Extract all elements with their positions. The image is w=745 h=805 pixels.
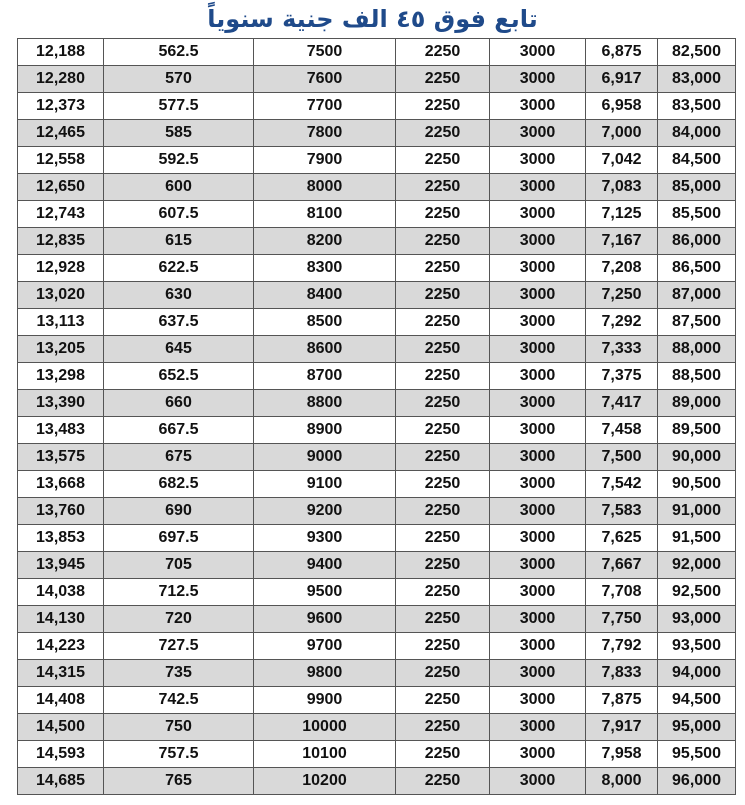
- table-row: [18, 363, 736, 390]
- data-table: [17, 38, 736, 795]
- table-cell: 570: [104, 66, 254, 93]
- table-row: [18, 444, 736, 471]
- table-cell: 13,575: [18, 444, 104, 471]
- table-cell: 3000: [490, 66, 586, 93]
- table-cell: 12,743: [18, 201, 104, 228]
- table-cell: 645: [104, 336, 254, 363]
- table-cell: 96,000: [658, 768, 736, 795]
- table-cell: 2250: [396, 255, 490, 282]
- table-cell: 697.5: [104, 525, 254, 552]
- table-cell: 2250: [396, 228, 490, 255]
- table-cell: 3000: [490, 390, 586, 417]
- table-cell: 9800: [254, 660, 396, 687]
- table-row: [18, 714, 736, 741]
- table-cell: 2250: [396, 552, 490, 579]
- table-cell: 14,408: [18, 687, 104, 714]
- table-cell: 735: [104, 660, 254, 687]
- table-cell: 13,390: [18, 390, 104, 417]
- table-cell: 7,833: [586, 660, 658, 687]
- table-row: [18, 606, 736, 633]
- table-cell: 2250: [396, 633, 490, 660]
- table-row: [18, 687, 736, 714]
- table-cell: 7,042: [586, 147, 658, 174]
- table-row: [18, 228, 736, 255]
- table-cell: 7,625: [586, 525, 658, 552]
- table-cell: 7,583: [586, 498, 658, 525]
- table-cell: 637.5: [104, 309, 254, 336]
- table-cell: 712.5: [104, 579, 254, 606]
- table-cell: 7,417: [586, 390, 658, 417]
- table-cell: 3000: [490, 282, 586, 309]
- table-cell: 14,130: [18, 606, 104, 633]
- table-cell: 2250: [396, 282, 490, 309]
- table-cell: 14,500: [18, 714, 104, 741]
- table-row: [18, 768, 736, 795]
- table-row: [18, 147, 736, 174]
- table-cell: 3000: [490, 525, 586, 552]
- table-cell: 9900: [254, 687, 396, 714]
- table-cell: 91,000: [658, 498, 736, 525]
- table-cell: 7800: [254, 120, 396, 147]
- table-cell: 2250: [396, 417, 490, 444]
- table-cell: 13,853: [18, 525, 104, 552]
- table-row: [18, 309, 736, 336]
- table-cell: 3000: [490, 309, 586, 336]
- table-cell: 7,667: [586, 552, 658, 579]
- table-row: [18, 552, 736, 579]
- table-cell: 8300: [254, 255, 396, 282]
- table-cell: 83,000: [658, 66, 736, 93]
- table-cell: 3000: [490, 336, 586, 363]
- table-cell: 2250: [396, 390, 490, 417]
- table-cell: 93,500: [658, 633, 736, 660]
- table-cell: 8800: [254, 390, 396, 417]
- table-cell: 7,500: [586, 444, 658, 471]
- table-row: [18, 282, 736, 309]
- table-row: [18, 93, 736, 120]
- table-cell: 7,792: [586, 633, 658, 660]
- table-cell: 7,875: [586, 687, 658, 714]
- page-title: تابع فوق ٤٥ الف جنية سنوياً: [207, 5, 538, 33]
- table-cell: 6,958: [586, 93, 658, 120]
- table-cell: 2250: [396, 498, 490, 525]
- table-cell: 690: [104, 498, 254, 525]
- table-cell: 3000: [490, 741, 586, 768]
- table-cell: 675: [104, 444, 254, 471]
- salary-table: [17, 38, 735, 795]
- table-cell: 13,113: [18, 309, 104, 336]
- table-cell: 742.5: [104, 687, 254, 714]
- table-cell: 3000: [490, 579, 586, 606]
- table-cell: 88,000: [658, 336, 736, 363]
- table-cell: 12,465: [18, 120, 104, 147]
- table-row: [18, 120, 736, 147]
- table-cell: 2250: [396, 363, 490, 390]
- table-cell: 3000: [490, 768, 586, 795]
- table-cell: 2250: [396, 120, 490, 147]
- table-cell: 7,333: [586, 336, 658, 363]
- table-cell: 8700: [254, 363, 396, 390]
- table-cell: 86,000: [658, 228, 736, 255]
- table-cell: 7,292: [586, 309, 658, 336]
- table-cell: 6,917: [586, 66, 658, 93]
- table-cell: 7,917: [586, 714, 658, 741]
- table-cell: 14,315: [18, 660, 104, 687]
- table-cell: 8900: [254, 417, 396, 444]
- table-cell: 8400: [254, 282, 396, 309]
- table-cell: 12,373: [18, 93, 104, 120]
- table-cell: 3000: [490, 606, 586, 633]
- table-cell: 2250: [396, 309, 490, 336]
- table-cell: 13,205: [18, 336, 104, 363]
- table-cell: 82,500: [658, 39, 736, 66]
- table-cell: 3000: [490, 498, 586, 525]
- table-cell: 9000: [254, 444, 396, 471]
- table-cell: 90,500: [658, 471, 736, 498]
- table-cell: 2250: [396, 660, 490, 687]
- table-cell: 2250: [396, 147, 490, 174]
- table-cell: 95,000: [658, 714, 736, 741]
- table-cell: 2250: [396, 741, 490, 768]
- table-cell: 83,500: [658, 93, 736, 120]
- table-cell: 7,375: [586, 363, 658, 390]
- table-cell: 85,000: [658, 174, 736, 201]
- table-cell: 2250: [396, 336, 490, 363]
- table-cell: 7,250: [586, 282, 658, 309]
- table-cell: 652.5: [104, 363, 254, 390]
- table-cell: 7,125: [586, 201, 658, 228]
- table-row: [18, 498, 736, 525]
- table-cell: 682.5: [104, 471, 254, 498]
- table-cell: 12,558: [18, 147, 104, 174]
- table-cell: 93,000: [658, 606, 736, 633]
- table-row: [18, 525, 736, 552]
- table-cell: 92,500: [658, 579, 736, 606]
- table-cell: 720: [104, 606, 254, 633]
- table-cell: 3000: [490, 93, 586, 120]
- table-cell: 95,500: [658, 741, 736, 768]
- table-cell: 757.5: [104, 741, 254, 768]
- table-row: [18, 336, 736, 363]
- table-cell: 85,500: [658, 201, 736, 228]
- table-cell: 13,668: [18, 471, 104, 498]
- table-cell: 615: [104, 228, 254, 255]
- table-cell: 3000: [490, 687, 586, 714]
- table-row: [18, 174, 736, 201]
- table-cell: 7,750: [586, 606, 658, 633]
- table-cell: 7,958: [586, 741, 658, 768]
- table-cell: 84,000: [658, 120, 736, 147]
- table-cell: 2250: [396, 714, 490, 741]
- table-cell: 14,038: [18, 579, 104, 606]
- table-cell: 3000: [490, 552, 586, 579]
- table-row: [18, 390, 736, 417]
- table-cell: 7,083: [586, 174, 658, 201]
- table-cell: 9100: [254, 471, 396, 498]
- table-cell: 3000: [490, 444, 586, 471]
- table-row: [18, 471, 736, 498]
- table-cell: 7,458: [586, 417, 658, 444]
- table-cell: 3000: [490, 633, 586, 660]
- table-cell: 13,020: [18, 282, 104, 309]
- table-cell: 10200: [254, 768, 396, 795]
- table-cell: 12,650: [18, 174, 104, 201]
- table-cell: 585: [104, 120, 254, 147]
- table-body: [18, 39, 736, 795]
- table-cell: 13,483: [18, 417, 104, 444]
- table-cell: 660: [104, 390, 254, 417]
- table-cell: 13,298: [18, 363, 104, 390]
- table-cell: 87,500: [658, 309, 736, 336]
- table-cell: 89,500: [658, 417, 736, 444]
- table-cell: 14,223: [18, 633, 104, 660]
- table-cell: 84,500: [658, 147, 736, 174]
- table-cell: 2250: [396, 174, 490, 201]
- table-cell: 3000: [490, 228, 586, 255]
- table-cell: 7,208: [586, 255, 658, 282]
- table-cell: 3000: [490, 120, 586, 147]
- table-cell: 88,500: [658, 363, 736, 390]
- table-cell: 90,000: [658, 444, 736, 471]
- table-cell: 9200: [254, 498, 396, 525]
- table-cell: 3000: [490, 471, 586, 498]
- table-cell: 3000: [490, 147, 586, 174]
- table-cell: 7600: [254, 66, 396, 93]
- table-cell: 2250: [396, 525, 490, 552]
- table-cell: 705: [104, 552, 254, 579]
- table-cell: 2250: [396, 201, 490, 228]
- table-cell: 8100: [254, 201, 396, 228]
- table-cell: 10100: [254, 741, 396, 768]
- table-cell: 3000: [490, 363, 586, 390]
- table-cell: 9500: [254, 579, 396, 606]
- table-cell: 7900: [254, 147, 396, 174]
- table-cell: 14,593: [18, 741, 104, 768]
- table-row: [18, 417, 736, 444]
- table-cell: 7,542: [586, 471, 658, 498]
- table-cell: 3000: [490, 39, 586, 66]
- table-cell: 600: [104, 174, 254, 201]
- table-cell: 9400: [254, 552, 396, 579]
- table-cell: 3000: [490, 714, 586, 741]
- table-cell: 94,000: [658, 660, 736, 687]
- table-cell: 91,500: [658, 525, 736, 552]
- table-row: [18, 633, 736, 660]
- table-cell: 8200: [254, 228, 396, 255]
- table-cell: 607.5: [104, 201, 254, 228]
- table-cell: 13,945: [18, 552, 104, 579]
- table-cell: 2250: [396, 471, 490, 498]
- table-cell: 12,280: [18, 66, 104, 93]
- table-cell: 9700: [254, 633, 396, 660]
- table-cell: 8600: [254, 336, 396, 363]
- table-row: [18, 255, 736, 282]
- table-cell: 2250: [396, 444, 490, 471]
- table-cell: 2250: [396, 93, 490, 120]
- table-cell: 750: [104, 714, 254, 741]
- table-cell: 8000: [254, 174, 396, 201]
- table-cell: 622.5: [104, 255, 254, 282]
- table-cell: 7,708: [586, 579, 658, 606]
- table-row: [18, 201, 736, 228]
- table-cell: 2250: [396, 768, 490, 795]
- table-cell: 8500: [254, 309, 396, 336]
- table-cell: 3000: [490, 417, 586, 444]
- table-cell: 3000: [490, 255, 586, 282]
- table-cell: 727.5: [104, 633, 254, 660]
- table-cell: 94,500: [658, 687, 736, 714]
- table-row: [18, 66, 736, 93]
- table-cell: 3000: [490, 660, 586, 687]
- table-row: [18, 579, 736, 606]
- table-cell: 12,928: [18, 255, 104, 282]
- table-cell: 7700: [254, 93, 396, 120]
- table-cell: 89,000: [658, 390, 736, 417]
- table-cell: 92,000: [658, 552, 736, 579]
- table-cell: 592.5: [104, 147, 254, 174]
- table-cell: 3000: [490, 174, 586, 201]
- table-row: [18, 39, 736, 66]
- table-cell: 577.5: [104, 93, 254, 120]
- table-cell: 2250: [396, 606, 490, 633]
- table-cell: 13,760: [18, 498, 104, 525]
- table-cell: 2250: [396, 687, 490, 714]
- table-cell: 14,685: [18, 768, 104, 795]
- table-row: [18, 741, 736, 768]
- table-row: [18, 660, 736, 687]
- table-cell: 87,000: [658, 282, 736, 309]
- table-cell: 12,835: [18, 228, 104, 255]
- table-cell: 667.5: [104, 417, 254, 444]
- table-cell: 2250: [396, 579, 490, 606]
- table-cell: 86,500: [658, 255, 736, 282]
- table-cell: 2250: [396, 66, 490, 93]
- table-cell: 7,167: [586, 228, 658, 255]
- table-cell: 12,188: [18, 39, 104, 66]
- table-cell: 7500: [254, 39, 396, 66]
- table-cell: 8,000: [586, 768, 658, 795]
- table-cell: 765: [104, 768, 254, 795]
- table-cell: 6,875: [586, 39, 658, 66]
- table-cell: 10000: [254, 714, 396, 741]
- table-cell: 562.5: [104, 39, 254, 66]
- table-cell: 3000: [490, 201, 586, 228]
- table-cell: 7,000: [586, 120, 658, 147]
- table-cell: 9600: [254, 606, 396, 633]
- table-cell: 9300: [254, 525, 396, 552]
- table-cell: 2250: [396, 39, 490, 66]
- table-cell: 630: [104, 282, 254, 309]
